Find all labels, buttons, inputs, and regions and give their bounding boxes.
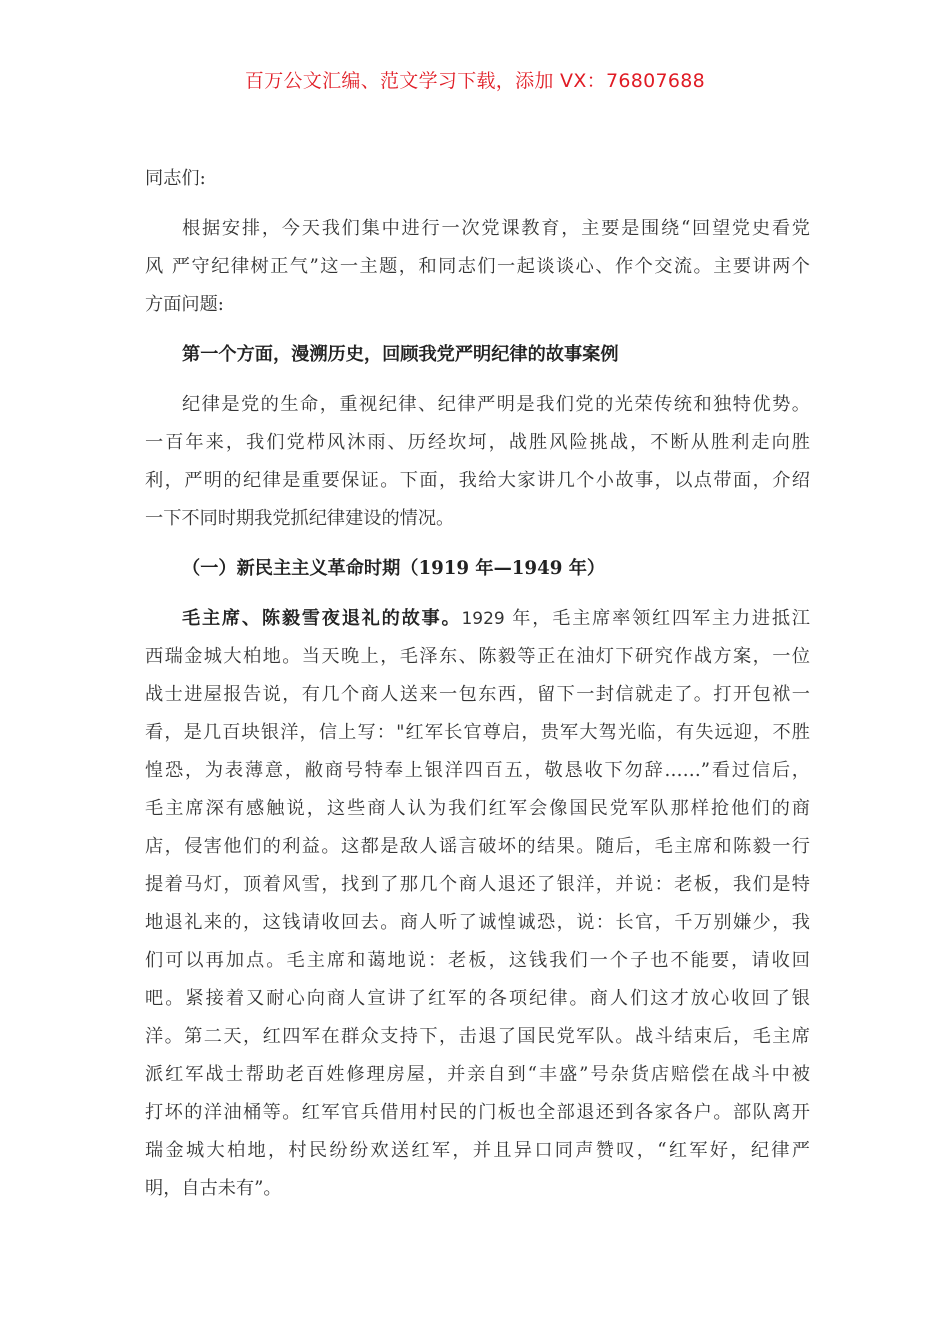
story-title: 毛主席、陈毅雪夜退礼的故事。 bbox=[182, 608, 462, 629]
paragraph-line: 一下不同时期我党抓纪律建设的情况。 bbox=[145, 508, 455, 529]
paragraph-line: 看，是几百块银洋，信上写："红军长官尊启，贵军大驾光临，有失远迎，不胜 bbox=[145, 722, 810, 743]
story-first-line bbox=[145, 600, 810, 638]
paragraph-line: 洋。第二天，红四军在群众支持下，击退了国民党军队。战斗结束后，毛主席 bbox=[145, 1026, 810, 1047]
paragraph-line: 吧。紧接着又耐心向商人宣讲了红军的各项纪律。商人们这才放心收回了银 bbox=[145, 988, 810, 1009]
story-year: 1929 bbox=[461, 609, 505, 629]
paragraph-line: 打坏的洋油桶等。红军官兵借用村民的门板也全部退还到各家各户。部队离开 bbox=[145, 1102, 810, 1123]
story-paragraph bbox=[145, 600, 810, 1208]
paragraph-line: 纪律是党的生命，重视纪律、纪律严明是我们党的光荣传统和独特优势。 bbox=[182, 394, 810, 415]
paragraph-line: 派红军战士帮助老百姓修理房屋，并亲自到“丰盛”号杂货店赔偿在战斗中被 bbox=[145, 1064, 810, 1085]
paragraph-line: 明，自古未有”。 bbox=[145, 1178, 282, 1199]
section1-paragraph bbox=[145, 386, 810, 538]
paragraph-line: 风 严守纪律树正气”这一主题，和同志们一起谈谈心、作个交流。主要讲两个 bbox=[145, 256, 810, 277]
paragraph-gap bbox=[145, 324, 810, 336]
intro-paragraph bbox=[145, 210, 810, 324]
page-header-banner: 百万公文汇编、范文学习下载，添加 VX：76807688 bbox=[244, 70, 706, 92]
paragraph-gap bbox=[145, 374, 810, 386]
paragraph-gap bbox=[145, 538, 810, 550]
paragraph-gap bbox=[145, 198, 810, 210]
paragraph-line: 一百年来，我们党栉风沐雨、历经坎坷，战胜风险挑战，不断从胜利走向胜 bbox=[145, 432, 810, 453]
paragraph-line: 根据安排，今天我们集中进行一次党课教育，主要是围绕“回望党史看党 bbox=[182, 218, 810, 239]
greeting: 同志们: bbox=[145, 168, 206, 189]
story-first-line-rest: 年，毛主席率领红四军主力进抵江 bbox=[504, 608, 810, 629]
paragraph-line: 西瑞金城大柏地。当天晚上，毛泽东、陈毅等正在油灯下研究作战方案，一位 bbox=[145, 646, 810, 667]
paragraph-line: 战士进屋报告说，有几个商人送来一包东西，留下一封信就走了。打开包袱一 bbox=[145, 684, 810, 705]
paragraph-line: 利，严明的纪律是重要保证。下面，我给大家讲几个小故事，以点带面，介绍 bbox=[145, 470, 810, 491]
paragraph-line: 提着马灯，顶着风雪，找到了那几个商人退还了银洋，并说：老板，我们是特 bbox=[145, 874, 810, 895]
paragraph-gap bbox=[145, 588, 810, 600]
paragraph-line: 方面问题: bbox=[145, 294, 224, 315]
paragraph-line: 们可以再加点。毛主席和蔼地说：老板，这钱我们一个子也不能要，请收回 bbox=[145, 950, 810, 971]
document-body bbox=[145, 160, 810, 1208]
paragraph-line: 惶恐，为表薄意，敝商号特奉上银洋四百五，敬恳收下勿辞……”看过信后， bbox=[145, 760, 810, 781]
section-heading: 第一个方面，漫溯历史，回顾我党严明纪律的故事案例 bbox=[182, 344, 619, 365]
paragraph-line: 地退礼来的，这钱请收回去。商人听了诚惶诚恐，说：长官，千万别嫌少，我 bbox=[145, 912, 810, 933]
subsection-heading: （一）新民主主义革命时期（1919 年—1949 年） bbox=[182, 558, 606, 579]
paragraph-line: 店，侵害他们的利益。这都是敌人谣言破坏的结果。随后，毛主席和陈毅一行 bbox=[145, 836, 810, 857]
paragraph-line: 毛主席深有感触说，这些商人认为我们红军会像国民党军队那样抢他们的商 bbox=[145, 798, 810, 819]
paragraph-line: 瑞金城大柏地，村民纷纷欢送红军，并且异口同声赞叹，“红军好，纪律严 bbox=[145, 1140, 810, 1161]
